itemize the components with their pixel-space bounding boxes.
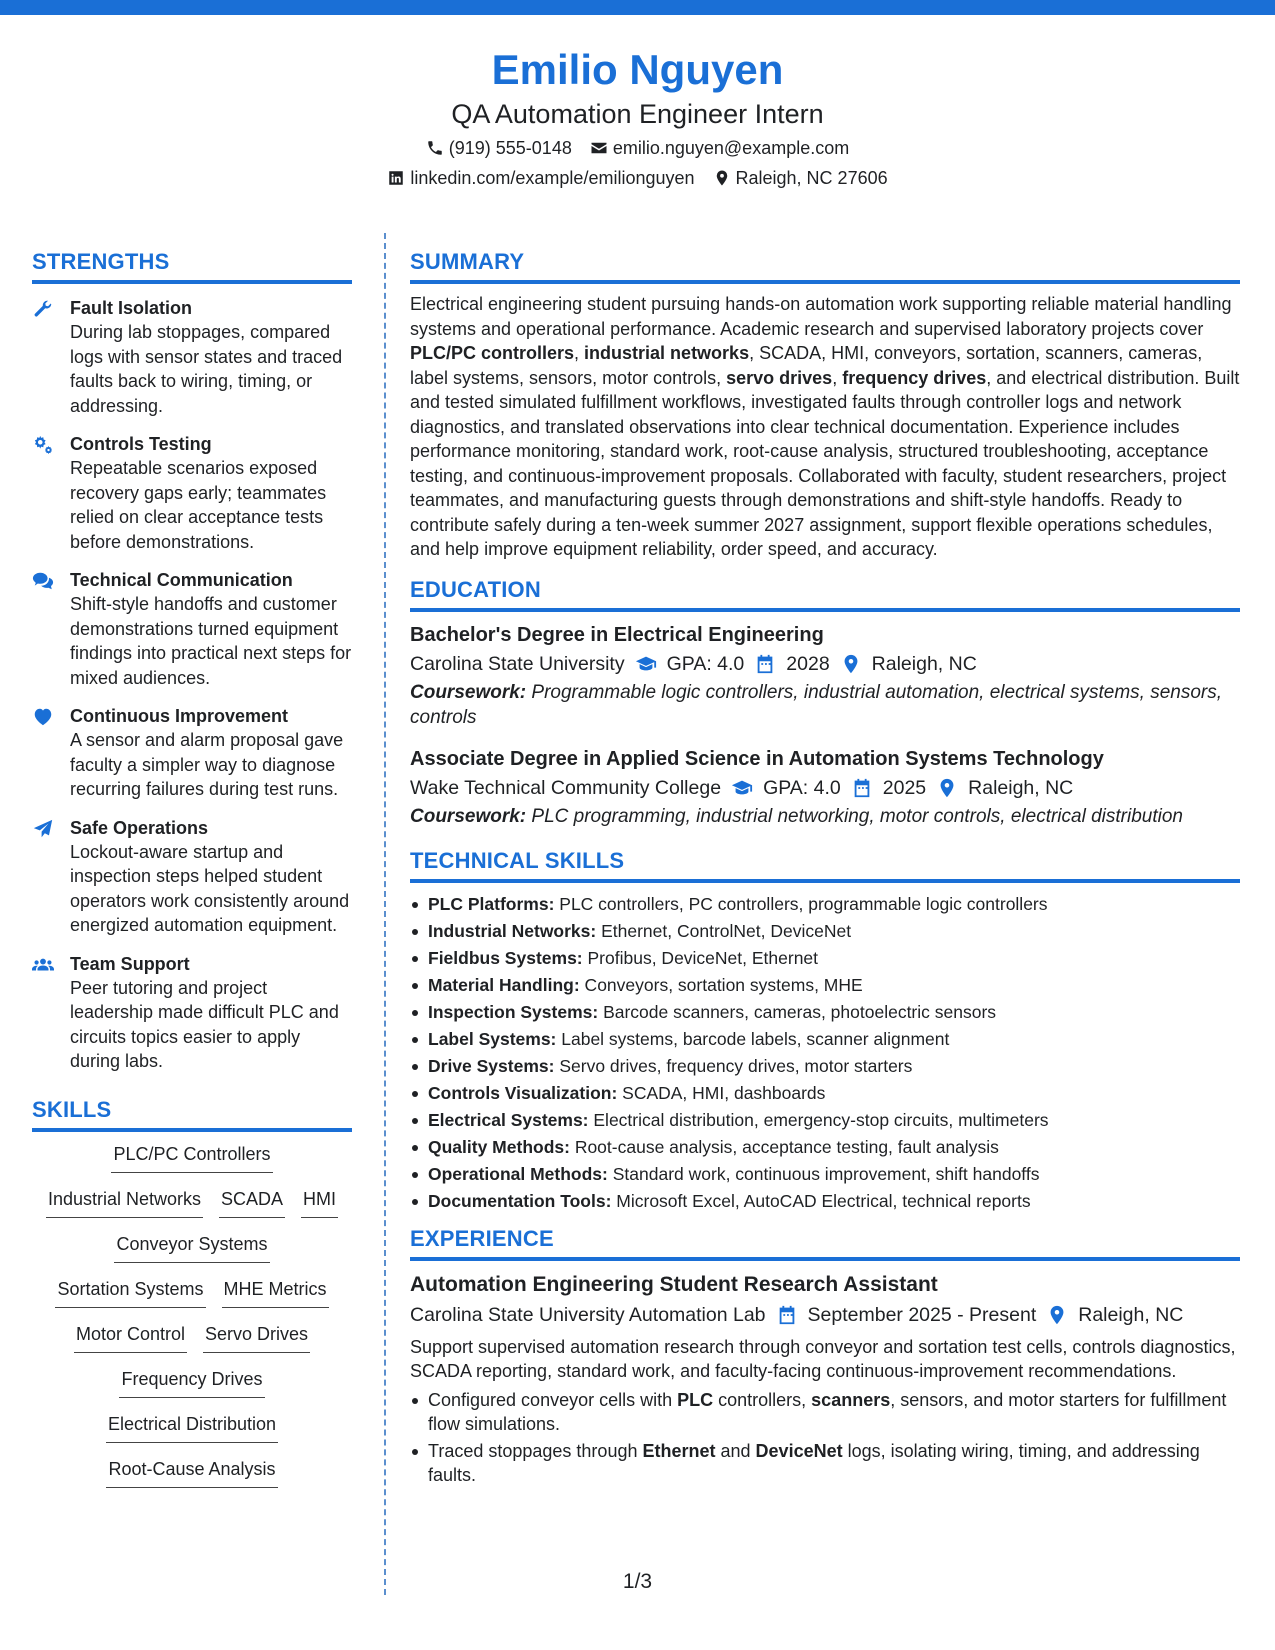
job-dates: September 2025 - Present	[807, 1303, 1037, 1326]
technical-skill-value: PLC controllers, PC controllers, programmable logic controllers	[554, 893, 1048, 914]
technical-skill-label: Documentation Tools:	[428, 1190, 612, 1211]
education-meta	[410, 774, 1240, 802]
technical-skill-item	[410, 1134, 1240, 1161]
text-run: , and electrical distribution. Built and tested simulated fulfillment workflows, investigated faults through controller logs and network diagnostics, and translated observations into clear technical documentation. Experience includes performance monitoring, standard work, root-cause analysis, structured troubleshooting, acceptance testing, and continuous-improvement proposals. Collaborated with faculty, student researchers, project teammates, and manufacturing guests through demonstrations and shift-style handoffs. Ready to contribute safely during a ten-week summer 2027 assignment, support flexible operations schedules, and help improve equipment reliability, order speed, and accuracy.	[410, 367, 1240, 559]
degree-title: Associate Degree in Applied Science in Automation Systems Technology	[410, 747, 1104, 770]
skill-row	[32, 1277, 352, 1312]
gpa-text: GPA: 4.0	[763, 776, 841, 799]
linkedin-icon	[387, 169, 405, 187]
bold-phrase: PLC/PC controllers	[410, 343, 575, 363]
technical-skill-value: Barcode scanners, cameras, photoelectric sensors	[598, 1001, 997, 1022]
education-item	[410, 746, 1240, 829]
bold-phrase: frequency drives	[842, 367, 987, 388]
strength-description: A sensor and alarm proposal gave faculty a simpler way to diagnose recurring failures during test runs.	[70, 730, 344, 799]
page-number: 1/3	[622, 1570, 653, 1593]
strength-title: Continuous Improvement	[70, 706, 289, 726]
strength-item	[32, 952, 352, 1074]
strength-title: Team Support	[70, 953, 190, 974]
text-run: Configured conveyor cells with	[428, 1389, 678, 1410]
text-run: controllers,	[713, 1389, 812, 1410]
technical-skill-item	[410, 1026, 1240, 1053]
contact-row-2	[0, 166, 1275, 190]
strength-title: Safe Operations	[70, 817, 209, 838]
skill-tag: Root-Cause Analysis	[106, 1457, 277, 1488]
graduation-cap-icon	[731, 777, 753, 799]
technical-skill-value: Ethernet, ControlNet, DeviceNet	[596, 920, 852, 941]
top-accent-bar	[0, 0, 1275, 15]
strength-item	[32, 816, 352, 938]
strength-icon-slot	[32, 432, 70, 554]
bold-phrase: scanners	[811, 1389, 891, 1410]
gears-icon	[32, 443, 54, 460]
strength-item	[32, 432, 352, 554]
heart-icon	[32, 715, 54, 732]
skill-tag: Industrial Networks	[46, 1187, 203, 1218]
envelope-icon	[590, 139, 608, 157]
strength-body	[70, 568, 352, 690]
technical-skill-label: Controls Visualization:	[428, 1082, 618, 1103]
technical-skill-label: Material Handling:	[428, 974, 580, 995]
technical-skill-value: Label systems, barcode labels, scanner alignment	[556, 1028, 950, 1049]
skill-tag: MHE Metrics	[222, 1277, 329, 1308]
skills-heading: SKILLS	[32, 1096, 352, 1132]
bold-phrase: industrial networks	[584, 343, 750, 363]
technical-skill-label: PLC Platforms:	[428, 893, 555, 914]
map-pin-icon	[840, 653, 862, 675]
strength-title: Controls Testing	[70, 434, 212, 454]
technical-skills-list	[410, 891, 1240, 1215]
strength-body	[70, 816, 352, 938]
technical-skill-label: Fieldbus Systems:	[428, 947, 583, 968]
candidate-name: Emilio Nguyen	[491, 46, 784, 93]
strength-icon-slot	[32, 816, 70, 938]
left-column	[32, 248, 352, 1492]
strength-item	[32, 568, 352, 690]
skill-tag: Electrical Distribution	[106, 1412, 278, 1443]
location-text: Raleigh, NC 27606	[735, 168, 888, 188]
experience-bullet	[410, 1388, 1240, 1437]
location-contact	[713, 166, 888, 190]
technical-skill-label: Inspection Systems:	[428, 1001, 599, 1022]
strength-icon-slot	[32, 296, 70, 418]
coursework-label: Coursework:	[410, 681, 527, 703]
strength-body	[70, 952, 352, 1074]
column-divider	[384, 233, 386, 1595]
technical-skill-item	[410, 891, 1240, 918]
technical-skill-label: Label Systems:	[428, 1028, 557, 1049]
coursework-text: Programmable logic controllers, industrial automation, electrical systems, sensors, controls	[410, 681, 1223, 728]
technical-skill-label: Drive Systems:	[428, 1055, 555, 1076]
text-run: and	[715, 1440, 756, 1461]
technical-skill-item	[410, 1080, 1240, 1107]
skills-list	[32, 1142, 352, 1492]
summary-heading: SUMMARY	[410, 248, 1240, 284]
skill-row	[32, 1322, 352, 1357]
technical-skill-item	[410, 1161, 1240, 1188]
technical-skill-value: Microsoft Excel, AutoCAD Electrical, technical reports	[611, 1190, 1031, 1211]
phone-contact	[426, 136, 572, 160]
coursework	[410, 804, 1240, 829]
skill-tag: PLC/PC Controllers	[111, 1142, 272, 1173]
strength-title: Technical Communication	[70, 570, 293, 590]
strength-title: Fault Isolation	[70, 298, 193, 318]
job-meta	[410, 1301, 1240, 1329]
skill-tag: Servo Drives	[203, 1322, 310, 1353]
graduation-year: 2025	[882, 776, 927, 799]
summary-text	[410, 292, 1240, 562]
technical-skill-label: Quality Methods:	[428, 1136, 570, 1157]
map-pin-icon	[1046, 1304, 1068, 1326]
technical-skill-value: SCADA, HMI, dashboards	[617, 1082, 826, 1103]
strength-body	[70, 704, 352, 802]
technical-skill-item	[410, 945, 1240, 972]
right-column	[410, 248, 1240, 1490]
skill-row	[32, 1367, 352, 1402]
linkedin-contact[interactable]	[387, 166, 694, 190]
text-run: Electrical engineering student pursuing hands-on automation work supporting reliable material handling systems and operational performance. Academic research and supervised laboratory projects cover	[410, 294, 1232, 339]
strength-icon-slot	[32, 568, 70, 690]
technical-skill-value: Electrical distribution, emergency-stop circuits, multimeters	[588, 1109, 1049, 1130]
calendar-icon	[851, 777, 873, 799]
technical-skill-label: Industrial Networks:	[428, 920, 597, 941]
school-name: Carolina State University	[410, 652, 625, 675]
technical-skills-heading: TECHNICAL SKILLS	[410, 847, 1240, 883]
coursework-label: Coursework:	[410, 805, 527, 827]
strength-description: Peer tutoring and project leadership made difficult PLC and circuits topics easier to apply during labs.	[70, 977, 339, 1071]
skill-row	[32, 1187, 352, 1222]
job-title: Automation Engineering Student Research Assistant	[410, 1272, 938, 1296]
strength-body	[70, 296, 352, 418]
skill-tag: Frequency Drives	[119, 1367, 264, 1398]
technical-skill-value: Profibus, DeviceNet, Ethernet	[582, 947, 819, 968]
job-org: Carolina State University Automation Lab	[410, 1303, 766, 1326]
bold-phrase: DeviceNet	[755, 1440, 843, 1461]
bold-phrase: servo drives	[726, 367, 833, 388]
skill-tag: Conveyor Systems	[114, 1232, 269, 1263]
text-run: , sensors, and motor starters for fulfillment flow simulations.	[428, 1389, 1227, 1434]
wrench-icon	[32, 307, 54, 324]
skill-tag: Motor Control	[74, 1322, 187, 1353]
skill-row	[32, 1457, 352, 1492]
strength-description: Repeatable scenarios exposed recovery gaps early; teammates relied on clear acceptance tests before demonstrations.	[70, 458, 327, 552]
skill-row	[32, 1142, 352, 1177]
technical-skill-item	[410, 999, 1240, 1026]
contact-row-1	[0, 136, 1275, 160]
gpa-text: GPA: 4.0	[666, 652, 745, 675]
email-contact[interactable]	[590, 136, 849, 160]
linkedin-text[interactable]: linkedin.com/example/emilionguyen	[410, 168, 695, 188]
technical-skill-item	[410, 1107, 1240, 1134]
strengths-list	[32, 296, 352, 1074]
school-location: Raleigh, NC	[968, 776, 1074, 799]
skill-tag: HMI	[301, 1187, 338, 1218]
skill-tag: Sortation Systems	[55, 1277, 205, 1308]
skill-row	[32, 1232, 352, 1267]
phone-icon	[426, 139, 444, 157]
technical-skill-item	[410, 918, 1240, 945]
job-location: Raleigh, NC	[1078, 1303, 1184, 1326]
strength-description: Shift-style handoffs and customer demonstrations turned equipment findings into practical next steps for mixed audiences.	[70, 594, 352, 688]
text-run: , SCADA, HMI, conveyors, sortation, scanners, cameras, label systems, sensors, motor controls,	[410, 343, 1203, 388]
strength-icon-slot	[32, 704, 70, 802]
strength-body	[70, 432, 352, 554]
phone-text: (919) 555-0148	[448, 138, 572, 158]
technical-skill-value: Servo drives, frequency drives, motor starters	[554, 1055, 913, 1076]
education-item	[410, 622, 1240, 730]
paper-plane-icon	[32, 827, 54, 844]
education-list	[410, 622, 1240, 829]
job-description: Support supervised automation research through conveyor and sortation test cells, controls diagnostics, SCADA reporting, standard work, and faculty-facing continuous-improvement recommendations.	[410, 1336, 1236, 1381]
skill-row	[32, 1412, 352, 1447]
strength-item	[32, 704, 352, 802]
skill-tag: SCADA	[219, 1187, 285, 1218]
text-run: Traced stoppages through	[428, 1440, 643, 1461]
users-icon	[32, 963, 54, 980]
email-text[interactable]: emilio.nguyen@example.com	[612, 138, 850, 158]
resume-header	[0, 44, 1275, 190]
job-bullets	[410, 1388, 1240, 1488]
school-location: Raleigh, NC	[871, 652, 977, 675]
technical-skill-item	[410, 972, 1240, 999]
technical-skill-value: Root-cause analysis, acceptance testing, fault analysis	[569, 1136, 999, 1157]
education-meta	[410, 650, 1240, 678]
map-pin-icon	[713, 169, 731, 187]
candidate-role: QA Automation Engineer Intern	[451, 99, 824, 129]
degree-title: Bachelor's Degree in Electrical Engineering	[410, 623, 824, 646]
technical-skill-value: Conveyors, sortation systems, MHE	[579, 974, 863, 995]
experience-heading: EXPERIENCE	[410, 1225, 1240, 1261]
text-run: ,	[574, 343, 585, 363]
text-run: logs, isolating wiring, timing, and addressing faults.	[428, 1440, 1200, 1485]
technical-skill-label: Operational Methods:	[428, 1163, 608, 1184]
text-run: ,	[832, 367, 843, 388]
map-pin-icon	[936, 777, 958, 799]
comments-icon	[32, 579, 54, 596]
strength-description: During lab stoppages, compared logs with sensor states and traced faults back to wiring, timing, or addressing.	[70, 322, 343, 416]
coursework	[410, 680, 1240, 730]
bold-phrase: Ethernet	[642, 1440, 716, 1461]
strengths-heading: STRENGTHS	[32, 248, 352, 284]
calendar-icon	[776, 1304, 798, 1326]
strength-item	[32, 296, 352, 418]
graduation-year: 2028	[786, 652, 830, 675]
graduation-cap-icon	[635, 653, 657, 675]
experience-bullet	[410, 1439, 1240, 1488]
calendar-icon	[754, 653, 776, 675]
technical-skill-item	[410, 1188, 1240, 1215]
technical-skill-item	[410, 1053, 1240, 1080]
education-heading: EDUCATION	[410, 576, 1240, 612]
strength-icon-slot	[32, 952, 70, 1074]
bold-phrase: PLC	[677, 1389, 714, 1410]
strength-description: Lockout-aware startup and inspection steps helped student operators work consistently around energized automation equipment.	[70, 841, 350, 935]
technical-skill-label: Electrical Systems:	[428, 1109, 589, 1130]
technical-skill-value: Standard work, continuous improvement, shift handoffs	[607, 1163, 1040, 1184]
coursework-text: PLC programming, industrial networking, motor controls, electrical distribution	[526, 805, 1183, 827]
school-name: Wake Technical Community College	[410, 776, 722, 799]
